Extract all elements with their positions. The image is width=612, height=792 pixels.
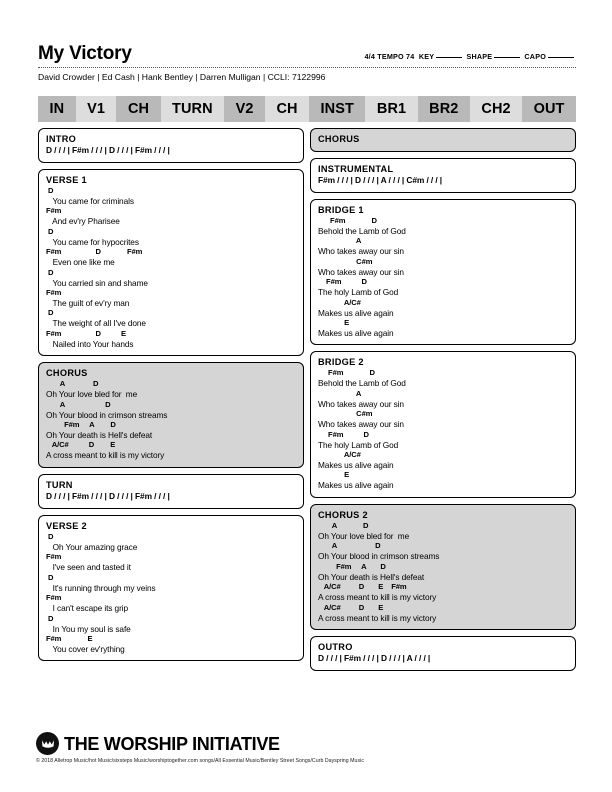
chord-line: F#m D: [318, 429, 369, 439]
lyric-line: Who takes away our sin: [318, 419, 404, 430]
section-label: TURN: [46, 479, 73, 490]
chord-line: A D: [46, 379, 99, 389]
shape-blank-field[interactable]: [494, 57, 520, 58]
lyric-line: A cross meant to kill is my victory: [318, 612, 437, 623]
chord-line: F#m: [46, 552, 62, 562]
nav-item-out-10[interactable]: [522, 96, 576, 122]
nav-item-v1-1[interactable]: [76, 96, 117, 122]
chord-line: D: [46, 308, 54, 318]
section-intro: [38, 128, 304, 163]
lyric-line: I can't escape its grip: [46, 603, 128, 614]
chord-line: D: [46, 186, 54, 195]
nav-item-label: IN: [49, 101, 65, 117]
nav-item-label: CH: [276, 101, 298, 117]
chord-line: A/C# D E: [318, 602, 384, 612]
brand-name: THE WORSHIP INITIATIVE: [64, 733, 280, 754]
worship-initiative-logo-icon: [36, 732, 59, 755]
section-verse-2: [38, 515, 304, 661]
section-label: BRIDGE 2: [318, 357, 364, 368]
chord-line: F#m: [46, 288, 62, 298]
nav-item-ch-5[interactable]: [265, 96, 309, 122]
nav-item-label: V1: [87, 101, 106, 117]
chord-line: D: [46, 531, 54, 541]
section-label: CHORUS 2: [318, 509, 368, 520]
lyric-line: Makes us alive again: [318, 328, 394, 339]
capo-blank-field[interactable]: [548, 57, 574, 58]
chord-line: D: [46, 572, 54, 582]
chord-line: F#m: [46, 593, 62, 603]
lyric-line: And ev'ry Pharisee: [46, 216, 120, 227]
nav-item-inst-6[interactable]: [309, 96, 365, 122]
lyric-line: You came for criminals: [46, 196, 134, 206]
lyric-line: The holy Lamb of God: [318, 287, 399, 298]
section-turn: [38, 474, 304, 509]
left-column: [38, 128, 304, 667]
lyric-line: In You my soul is safe: [46, 623, 131, 634]
chord-line: F#m D F#m: [46, 247, 143, 257]
chord-line: A/C#: [318, 297, 361, 307]
nav-item-ch-2[interactable]: [116, 96, 160, 122]
chord-line: A: [318, 388, 362, 398]
nav-item-label: BR2: [429, 101, 459, 117]
lyric-line: Nailed into Your hands: [46, 338, 134, 349]
section-chorus: [38, 362, 304, 468]
header-divider: [38, 67, 576, 68]
chord-progression: D / / / | F#m / / / | D / / / | A / / / |: [318, 652, 431, 663]
lyric-line: I've seen and tasted it: [46, 562, 131, 573]
lyric-line: It's running through my veins: [46, 582, 156, 593]
chord-line: E: [318, 470, 350, 480]
section-label: OUTRO: [318, 641, 353, 652]
meta-capo-label: CAPO: [524, 52, 546, 61]
chord-line: A D: [46, 399, 111, 409]
copyright-text: © 2018 Alletrop Music/hot Music/sixsteps Music/worshiptogether.com songs/All Essential Music/Bentley Street Songs/Curb Dayspring Music: [36, 758, 364, 764]
chord-line: A/C# D E: [46, 440, 116, 450]
section-label: VERSE 2: [46, 520, 87, 531]
chord-line: F#m A D: [318, 561, 386, 571]
page-footer: [36, 732, 576, 764]
chord-line: D: [46, 226, 54, 236]
section-label: INSTRUMENTAL: [318, 164, 394, 174]
lyric-line: You cover ev'rything: [46, 643, 125, 654]
section-verse-1: [38, 169, 304, 356]
lyric-line: Oh Your death is Hell's defeat: [318, 571, 425, 582]
lyric-line: Makes us alive again: [318, 480, 394, 491]
meta-key-label: KEY: [418, 52, 435, 61]
nav-item-br2-8[interactable]: [418, 96, 470, 122]
meta-time-signature: 4/4: [364, 52, 376, 61]
nav-item-br1-7[interactable]: [365, 96, 417, 122]
nav-item-label: INST: [320, 101, 354, 117]
lyric-line: The guilt of ev'ry man: [46, 298, 130, 309]
nav-item-label: CH: [127, 101, 150, 117]
song-meta: [364, 52, 576, 64]
lyric-line: You carried sin and shame: [46, 277, 148, 288]
section-chorus-2: [310, 504, 576, 630]
chord-line: A: [318, 236, 362, 246]
chord-line: C#m: [318, 256, 373, 266]
section-outro: [310, 636, 576, 671]
meta-tempo-label: TEMPO: [377, 52, 404, 61]
lyric-line: Makes us alive again: [318, 460, 394, 471]
section-label: VERSE 1: [46, 175, 87, 185]
lyric-line: Behold the Lamb of God: [318, 378, 406, 389]
chord-progression: D / / / | F#m / / / | D / / / | F#m / / / |: [46, 490, 170, 501]
chord-line: F#m E: [46, 633, 93, 643]
song-credits: David Crowder | Ed Cash | Hank Bentley | Darren Mulligan | CCLI: 7122996: [38, 72, 326, 82]
lyric-line: Oh Your love bled for me: [46, 389, 138, 400]
lyric-line: Oh Your blood in crimson streams: [318, 551, 440, 562]
lyric-line: Oh Your blood in crimson streams: [46, 409, 168, 420]
section-chorus-marker: [310, 128, 576, 152]
brand-lockup: [36, 732, 576, 755]
chord-line: A/C#: [318, 450, 361, 460]
nav-item-label: V2: [235, 101, 254, 117]
arrangement-nav: [38, 96, 576, 122]
section-bridge-1: [310, 199, 576, 345]
meta-tempo-value: 74: [406, 52, 415, 61]
lyric-line: Who takes away our sin: [318, 266, 404, 277]
chord-line: C#m: [318, 409, 373, 419]
chord-progression: D / / / | F#m / / / | D / / / | F#m / / / |: [46, 145, 170, 155]
lyric-line: Oh Your amazing grace: [46, 541, 138, 552]
chord-progression: F#m / / / | D / / / | A / / / | C#m / / / |: [318, 175, 443, 185]
chord-line: F#m D E: [46, 328, 126, 338]
chord-line: A D: [318, 541, 381, 551]
section-label: CHORUS: [318, 134, 360, 144]
lyric-line: The holy Lamb of God: [318, 439, 399, 450]
lyric-line: Who takes away our sin: [318, 398, 404, 409]
key-blank-field[interactable]: [436, 57, 462, 58]
lyric-line: The weight of all I've done: [46, 318, 146, 329]
nav-item-v2-4[interactable]: [224, 96, 265, 122]
lyric-line: Oh Your death is Hell's defeat: [46, 430, 153, 441]
chord-line: F#m: [46, 206, 62, 216]
section-bridge-2: [310, 351, 576, 497]
lyric-line: Even one like me: [46, 257, 115, 268]
song-header: [38, 44, 576, 82]
nav-item-ch2-9[interactable]: [470, 96, 522, 122]
chord-line: F#m D: [318, 368, 375, 378]
nav-item-label: CH2: [481, 101, 511, 117]
lyric-line: Makes us alive again: [318, 307, 394, 318]
chord-line: A D: [318, 520, 369, 530]
nav-item-label: BR1: [376, 101, 407, 117]
title-row: [38, 44, 576, 64]
chord-line: D: [46, 267, 54, 277]
lyric-line: You came for hypocrites: [46, 236, 139, 247]
chord-line: F#m D: [318, 277, 367, 287]
chord-line: E: [318, 318, 350, 328]
nav-item-turn-3[interactable]: [161, 96, 225, 122]
chord-line: D: [46, 613, 54, 623]
nav-item-in-0[interactable]: [38, 96, 76, 122]
nav-item-label: TURN: [172, 101, 213, 117]
lyric-line: Behold the Lamb of God: [318, 226, 406, 236]
lyric-line: A cross meant to kill is my victory: [46, 450, 165, 461]
chord-line: F#m A D: [46, 420, 116, 430]
lyric-line: Who takes away our sin: [318, 246, 404, 257]
section-label: CHORUS: [46, 368, 88, 379]
meta-shape-label: SHAPE: [466, 52, 493, 61]
chord-line: A/C# D E F#m: [318, 582, 407, 592]
right-column: [310, 128, 576, 677]
lyric-line: Oh Your love bled for me: [318, 530, 410, 541]
chord-line: F#m D: [318, 216, 377, 225]
page-title: My Victory: [38, 43, 132, 64]
section-instrumental: [310, 158, 576, 193]
lyric-line: A cross meant to kill is my victory: [318, 592, 437, 603]
section-label: INTRO: [46, 134, 77, 144]
section-label: BRIDGE 1: [318, 205, 364, 215]
nav-item-label: OUT: [533, 101, 565, 117]
